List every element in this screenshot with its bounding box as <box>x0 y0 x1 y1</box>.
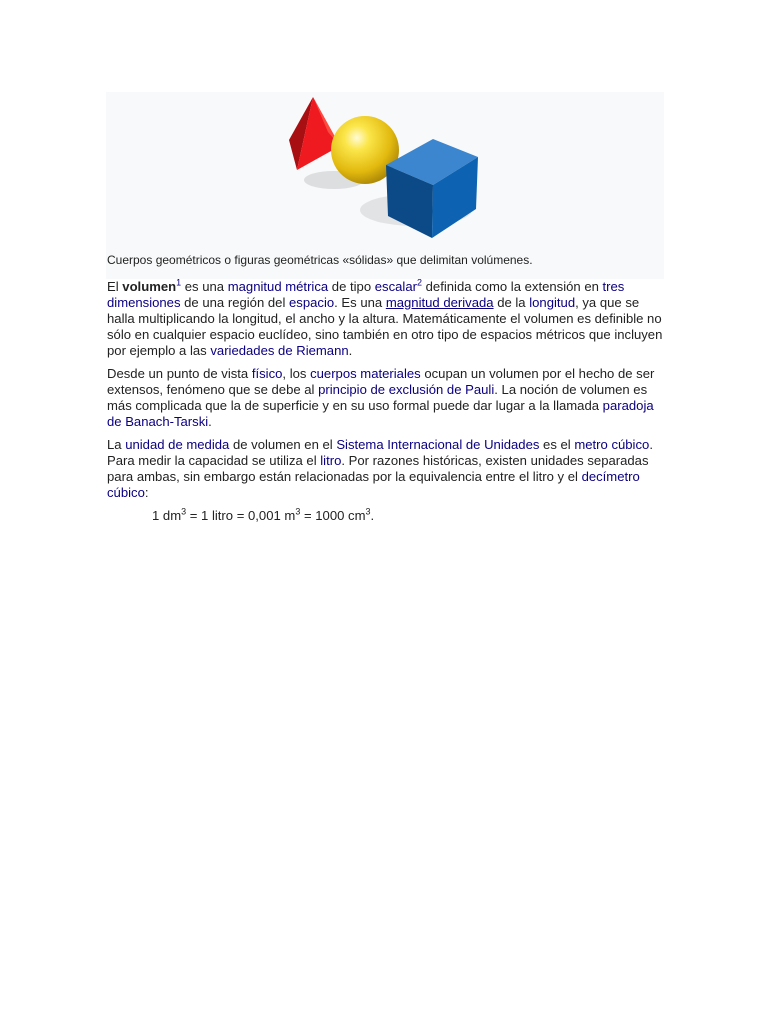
geometric-solids-image <box>106 92 664 252</box>
link-magnitud-derivada[interactable]: magnitud derivada <box>385 295 494 310</box>
link-unidad-medida[interactable]: unidad de medida <box>125 437 230 452</box>
exponent: 3 <box>365 506 371 517</box>
link-tres-dimensiones[interactable]: tres dimensiones <box>107 279 625 310</box>
text-run: : <box>144 485 149 500</box>
exponent: 3 <box>295 506 301 517</box>
text-run: de volumen en el <box>229 437 337 452</box>
link-longitud[interactable]: longitud <box>529 295 576 310</box>
text-run: . Para medir la capacidad se utiliza el <box>107 437 653 468</box>
link-variedades-riemann[interactable]: variedades de Riemann <box>210 343 349 358</box>
formula-part: = 1000 cm <box>300 508 366 523</box>
text-run: , los <box>282 366 311 381</box>
text-run: de una región del <box>180 295 289 310</box>
link-metro-cubico[interactable]: metro cúbico <box>574 437 650 452</box>
paragraph-definition <box>107 279 663 359</box>
link-espacio[interactable]: espacio <box>289 295 335 310</box>
paragraph-units <box>107 437 663 501</box>
text-run: . La noción de volumen es más complicada que la de superficie y en su uso formal puede dar lugar a la llamada <box>107 382 648 413</box>
article-body <box>107 279 663 531</box>
formula-part: . <box>370 508 375 523</box>
link-cuerpos-materiales[interactable]: cuerpos materiales <box>310 366 421 381</box>
text-run: El <box>107 279 123 294</box>
volume-equivalence-formula <box>107 508 663 524</box>
reference-1[interactable]: 1 <box>176 277 182 288</box>
text-run: . <box>348 343 353 358</box>
figure-caption: Cuerpos geométricos o figuras geométricas «sólidas» que delimitan volúmenes. <box>107 253 533 267</box>
exponent: 3 <box>181 506 187 517</box>
link-litro[interactable]: litro <box>320 453 342 468</box>
text-run: . Es una <box>334 295 386 310</box>
text-run: La <box>107 437 126 452</box>
text-run: de tipo <box>328 279 375 294</box>
link-fisico[interactable]: físico <box>251 366 283 381</box>
text-run: de la <box>493 295 530 310</box>
reference-2[interactable]: 2 <box>416 277 422 288</box>
link-decimetro-cubico[interactable]: decímetro cúbico <box>107 469 640 500</box>
formula-part: = 1 litro = 0,001 m <box>186 508 296 523</box>
text-run: ocupan un volumen por el hecho de ser extensos, fenómeno que se debe al <box>107 366 655 397</box>
link-escalar[interactable]: escalar <box>374 279 417 294</box>
text-run: Desde un punto de vista <box>107 366 252 381</box>
text-run: es el <box>539 437 575 452</box>
formula-part: 1 dm <box>152 508 182 523</box>
link-paradoja-banach-tarski[interactable]: paradoja de Banach-Tarski <box>107 398 654 429</box>
text-run: . Por razones históricas, existen unidades separadas para ambas, sin embargo están relacionadas por la equivalencia entre el litro y el <box>107 453 649 484</box>
thumbnail-figure <box>106 92 664 279</box>
text-run: es una <box>181 279 228 294</box>
text-run: , ya que se halla multiplicando la longitud, el ancho y la altura. Matemáticamente el volumen es definible no sólo en cualquier espacio euclídeo, sino también en otro tipo de espacios métricos que incluyen por ejemplo a las <box>107 295 663 358</box>
link-sistema-internacional[interactable]: Sistema Internacional de Unidades <box>336 437 540 452</box>
paragraph-physics <box>107 366 663 430</box>
text-run: . <box>208 414 212 429</box>
link-principio-pauli[interactable]: principio de exclusión de Pauli <box>318 382 495 397</box>
term-volumen: volumen <box>122 279 177 294</box>
text-run: definida como la extensión en <box>422 279 603 294</box>
link-magnitud-metrica[interactable]: magnitud métrica <box>227 279 329 294</box>
